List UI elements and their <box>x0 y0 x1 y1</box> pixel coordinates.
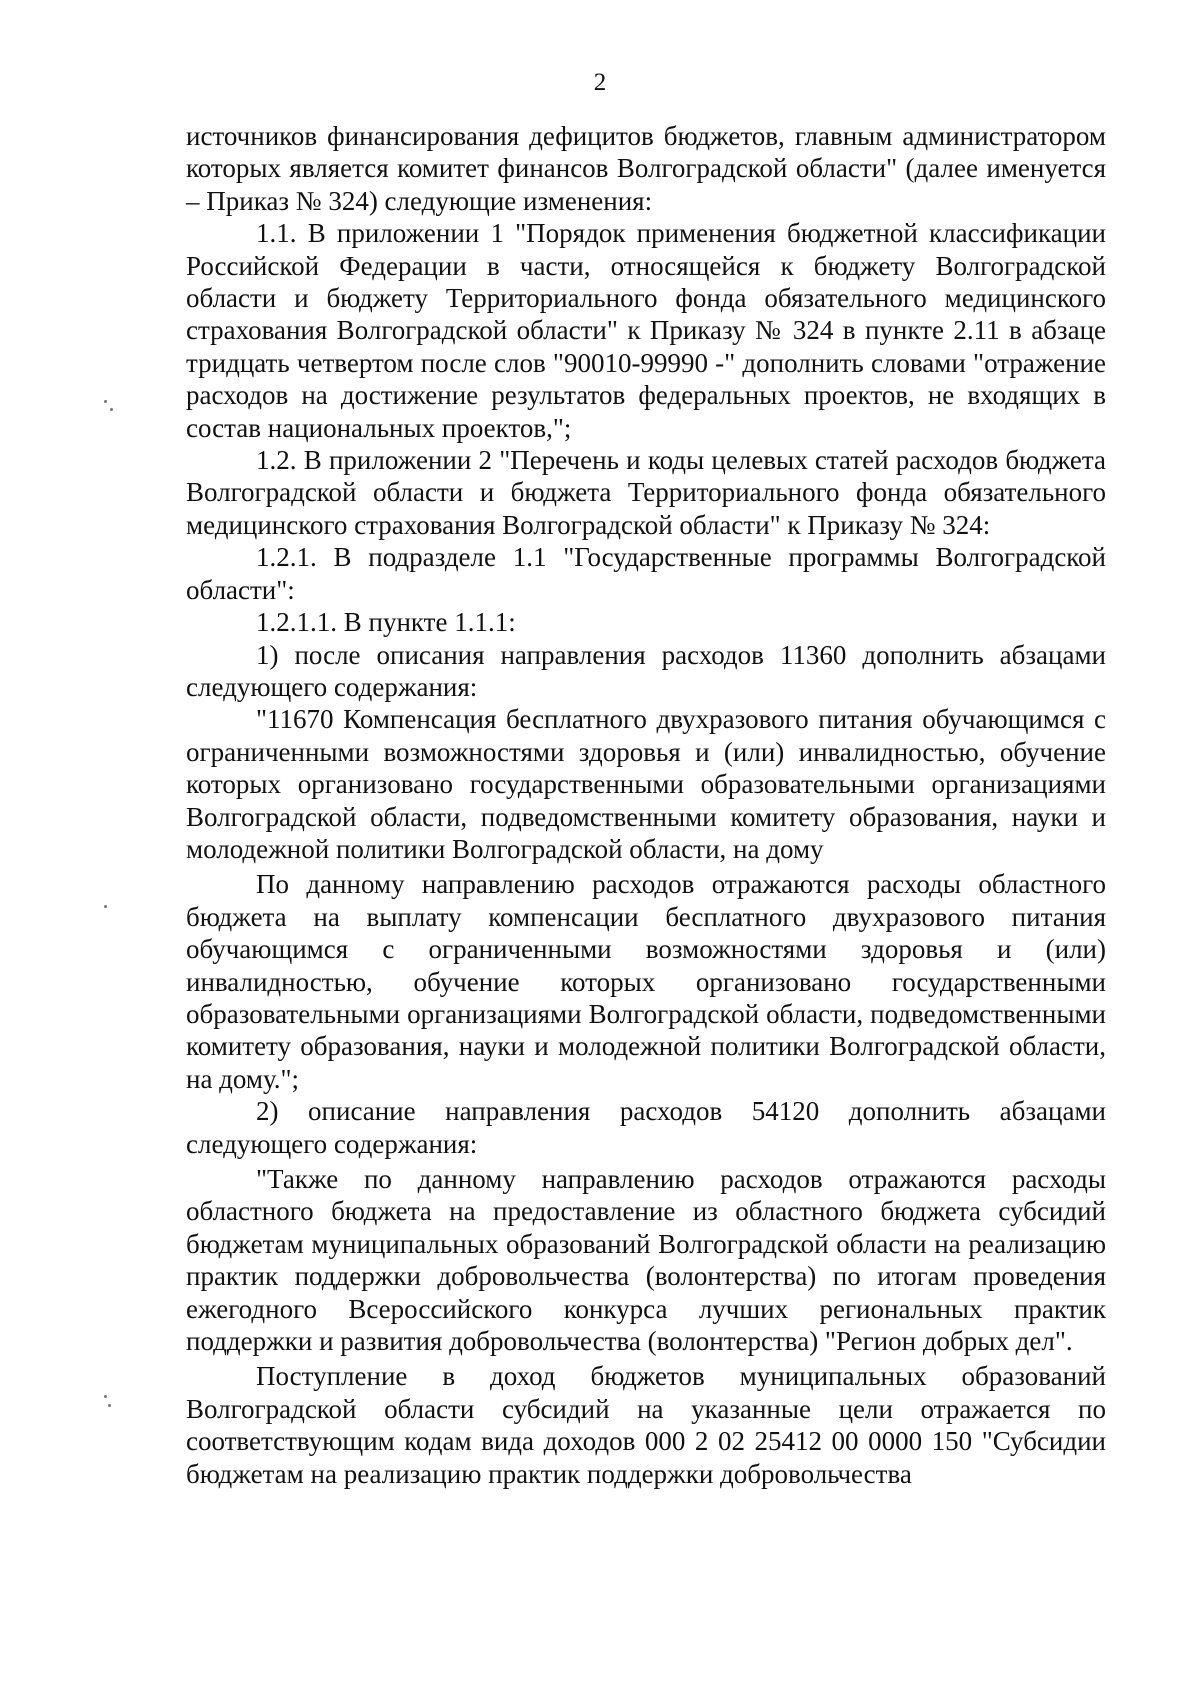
paragraph: Поступление в доход бюджетов муниципальных образований Волгоградской области субсидий на указанные цели отражается по соответствующим кодам вида доходов 000 2 02 25412 00 0000 150 "Субсидии бюджетам на реализацию практик поддержки добровольчества <box>186 1361 1106 1489</box>
paragraph: "11670 Компенсация бесплатного двухразового питания обучающимся с ограниченными возможностями здоровья и (или) инвалидностью, обучение которых организовано государственными образовательными организациями Волгоградской области, подведомственными комитету образования, науки и молодежной политики Волгоградской области, на дому <box>186 704 1106 864</box>
scan-artifact <box>104 400 107 403</box>
paragraph: 1) после описания направления расходов 11360 дополнить абзацами следующего содержания: <box>186 639 1106 702</box>
paragraph: источников финансирования дефицитов бюджетов, главным администратором которых является комитет финансов Волгоградской области" (далее именуется – Приказ № 324) следующие изменения: <box>186 121 1106 216</box>
scan-artifact <box>104 905 107 908</box>
scan-artifact <box>108 1404 111 1407</box>
scan-artifact <box>110 408 113 411</box>
paragraph: 2) описание направления расходов 54120 дополнить абзацами следующего содержания: <box>186 1096 1106 1159</box>
paragraph: 1.2. В приложении 2 "Перечень и коды целевых статей расходов бюджета Волгоградской области и бюджета Территориального фонда обязательного медицинского страхования Волгоградской области" к Приказу № 324: <box>186 445 1106 540</box>
paragraph: 1.2.1.1. В пункте 1.1.1: <box>256 607 516 638</box>
paragraph: 1.1. В приложении 1 "Порядок применения бюджетной классификации Российской Федерации в части, относящейся к бюджету Волгоградской области и бюджету Территориального фонда обязательного медицинского страхования Волгоградской области" к Приказу № 324 в пункте 2.11 в абзаце тридцать четвертом после слов "90010-99990 -" дополнить словами "отражение расходов на достижение результатов федеральных проектов, не входящих в состав национальных проектов,"; <box>186 218 1106 443</box>
paragraph: По данному направлению расходов отражаются расходы областного бюджета на выплату компенсации бесплатного двухразового питания обучающимся с ограниченными возможностями здоровья и (или) инвалидностью, обучение которых организовано государственными образовательными организациями Волгоградской области, подведомственными комитету образования, науки и молодежной политики Волгоградской области, на дому."; <box>186 869 1106 1094</box>
page-number: 2 <box>593 69 607 96</box>
document-body <box>186 120 1106 1490</box>
paragraph: 1.2.1. В подразделе 1.1 "Государственные программы Волгоградской области": <box>186 542 1106 605</box>
scan-artifact <box>104 1395 107 1398</box>
paragraph: "Также по данному направлению расходов отражаются расходы областного бюджета на предоставление из областного бюджета субсидий бюджетам муниципальных образований Волгоградской области на реализацию практик поддержки добровольчества (волонтерства) по итогам проведения ежегодного Всероссийского конкурса лучших региональных практик поддержки и развития добровольчества (волонтерства) "Регион добрых дел". <box>186 1164 1106 1357</box>
